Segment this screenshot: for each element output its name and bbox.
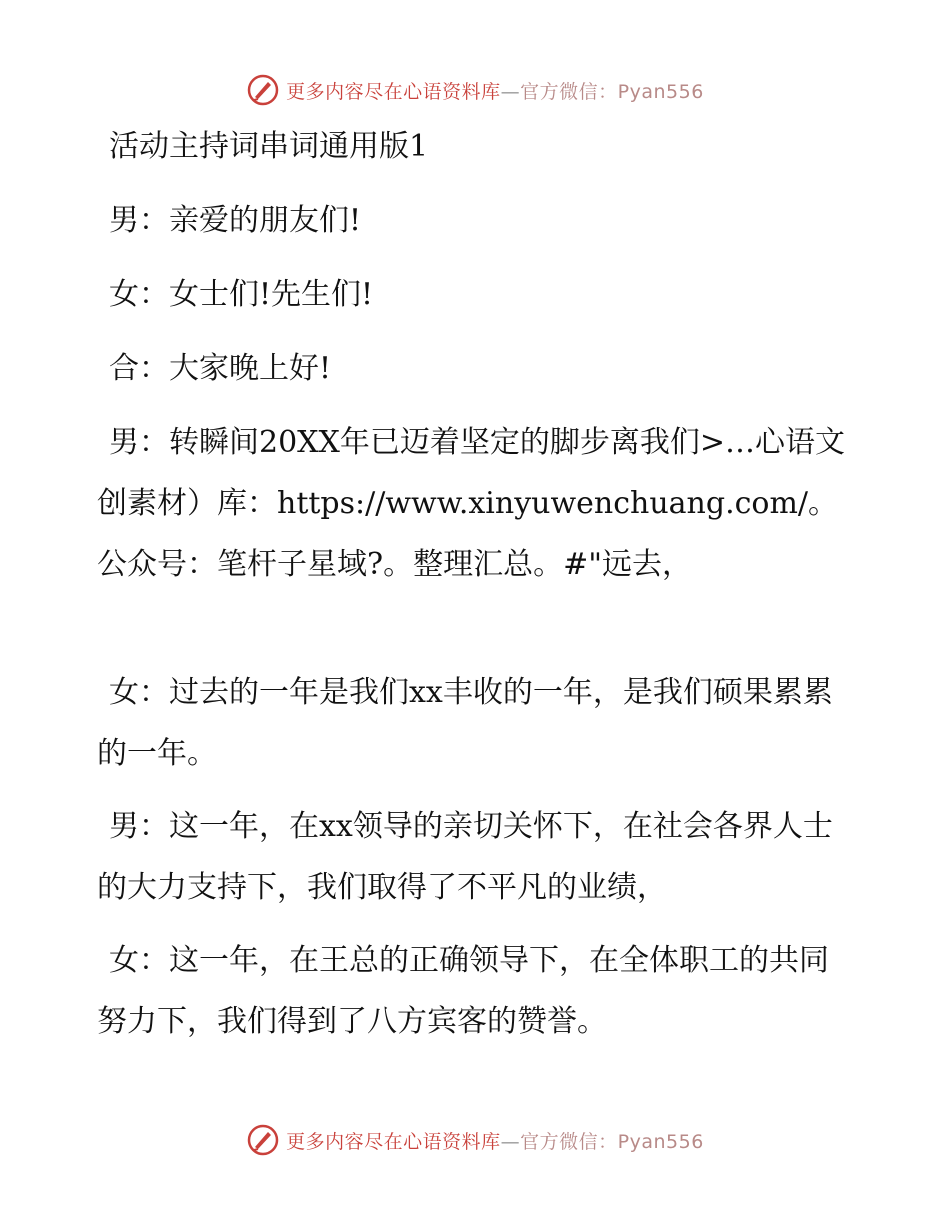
paragraph-7: 女：这一年，在王总的正确领导下，在全体职工的共同努力下，我们得到了八方宾客的赞誉。	[97, 943, 829, 1039]
paragraph-2: 女：女士们!先生们!	[109, 277, 374, 312]
paragraph-3: 合：大家晚上好!	[109, 351, 332, 386]
header-watermark	[0, 70, 950, 110]
watermark-text: 更多内容尽在心语资料库—官方微信：Pyan556	[286, 80, 704, 103]
quill-logo-icon	[246, 73, 280, 107]
watermark-text: 更多内容尽在心语资料库—官方微信：Pyan556	[286, 1130, 704, 1153]
document-title: 活动主持词串词通用版1	[109, 129, 429, 164]
footer-watermark	[0, 1120, 950, 1160]
paragraph-1: 男：亲爱的朋友们!	[109, 203, 362, 238]
paragraph-5: 女：过去的一年是我们xx丰收的一年，是我们硕果累累的一年。	[97, 675, 833, 771]
paragraph-6: 男：这一年，在xx领导的亲切关怀下，在社会各界人士的大力支持下，我们取得了不平凡的业绩，	[97, 809, 833, 905]
quill-logo-icon	[246, 1123, 280, 1157]
paragraph-4: 男：转瞬间20XX年已迈着坚定的脚步离我们>…心语文创素材）库：https://www.xinyuwenchuang.com/。公众号：笔杆子星域?。整理汇总。#"远去，	[97, 425, 846, 582]
